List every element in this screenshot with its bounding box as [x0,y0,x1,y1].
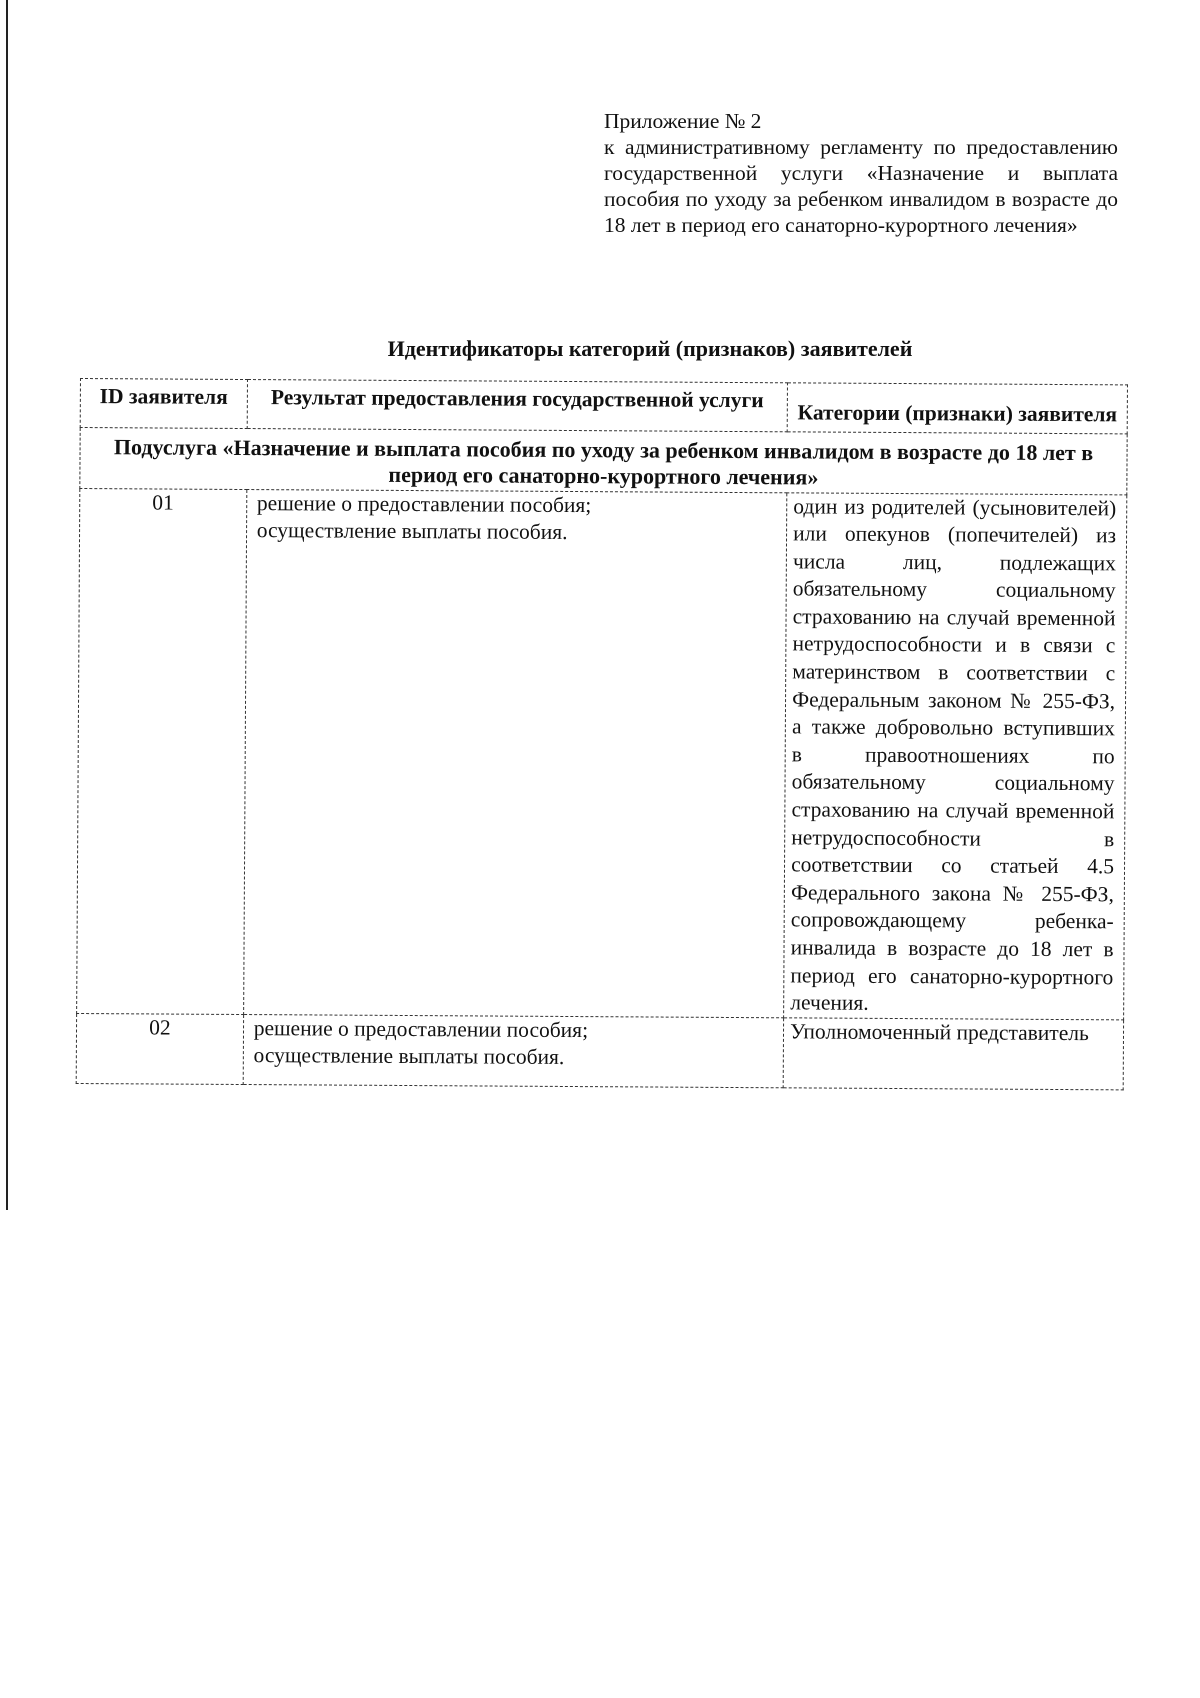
table-row [77,488,1127,1020]
table-row [76,1013,1123,1089]
result-line: решение о предоставлении пособия; [253,1015,589,1042]
appendix-text: к административному регламенту по предоставлению государственной услуги «Назначение и выплата пособия по уходу за ребенком инвалидом в возрасте до 18 лет в период его санаторно-курортного лечения» [604,135,1118,237]
row-result [243,489,787,1018]
row-result [243,1014,784,1087]
header-result: Результат предоставления государственной услуги [247,380,788,432]
header-id: ID заявителя [80,379,247,429]
header-category: Категории (признаки) заявителя [787,383,1127,434]
row-category: один из родителей (усыновителей) или опекунов (попечителей) из числа лиц, подлежащих обязательному социальному страхованию на случай временной нетрудоспособности и в связи с материнством в соответствии с Федеральным законом № 255-ФЗ, а также добровольно вступивших в правоотношениях по обязательному социальному страхованию на случай временной нетрудоспособности в соответствии со статьей 4.5 Федерального закона № 255-ФЗ, сопровождающему ребенка-инвалида в возрасте до 18 лет в период его санаторно-курортного лечения. [784,492,1127,1019]
result-line: осуществление выплаты пособия. [256,518,568,544]
result-line: решение о предоставлении пособия; [256,490,592,517]
appendix-number: Приложение № 2 [604,109,762,133]
appendix-block [604,108,1118,238]
result-line: осуществление выплаты пособия. [253,1043,565,1070]
document-title: Идентификаторы категорий (признаков) заявителей [387,336,913,361]
row-id: 02 [76,1013,243,1084]
subservice-row [80,427,1127,494]
table-header-row [80,379,1127,434]
row-category: Уполномоченный представитель [783,1018,1123,1090]
subservice-title: Подуслуга «Назначение и выплата пособия по уходу за ребенком инвалидом в возрасте до 18 лет в период его санаторно-курортного лечения» [80,427,1127,494]
row-id: 01 [77,488,247,1014]
scan-left-edge [6,0,8,1210]
applicant-id-table [76,378,1128,1090]
